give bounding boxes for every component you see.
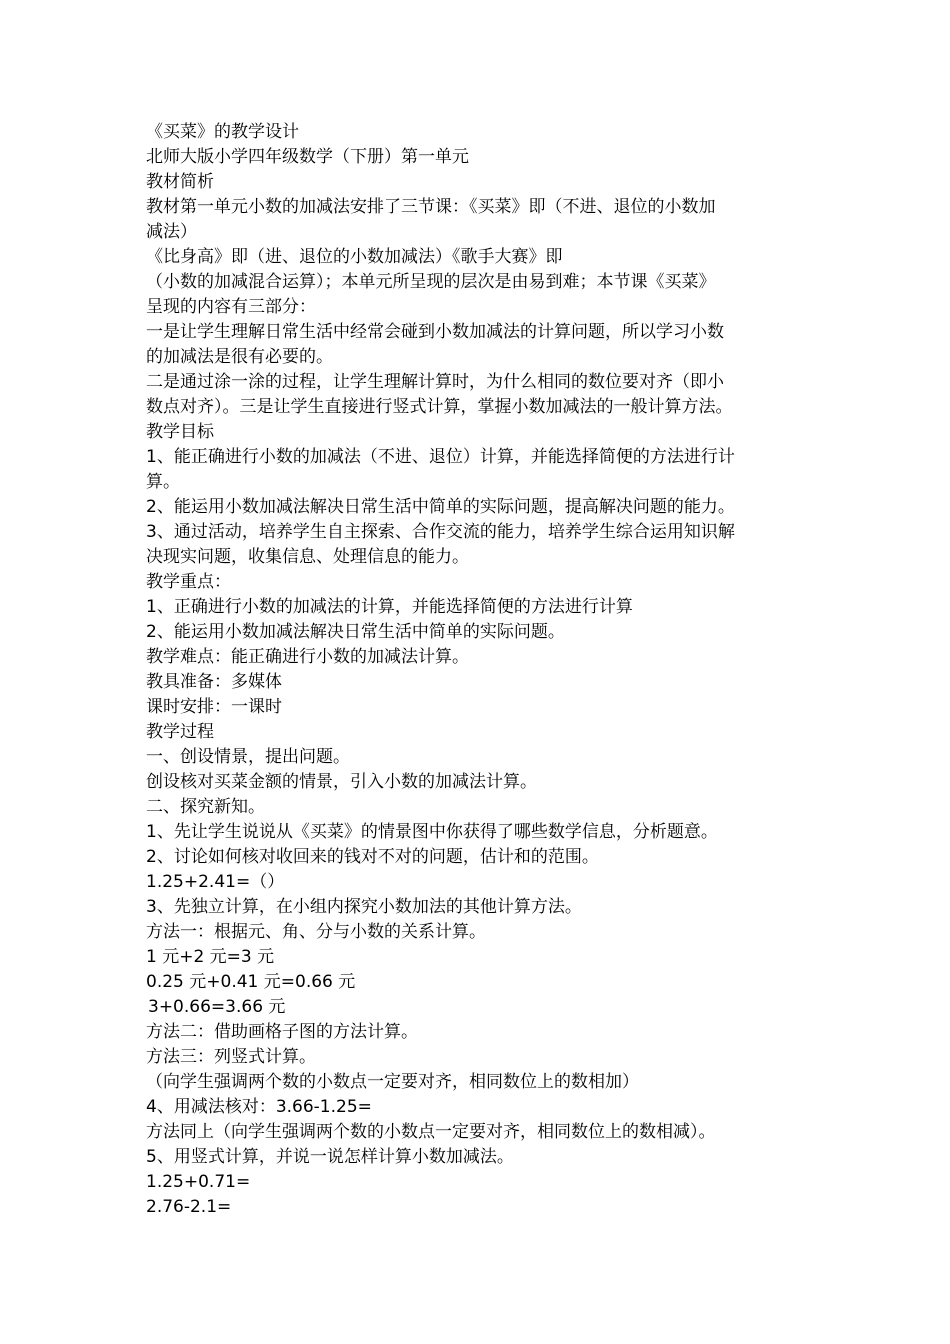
paragraph-line: 2、能运用小数加减法解决日常生活中简单的实际问题，提高解决问题的能力。 [146, 497, 735, 517]
paragraph-line: 二是通过涂一涂的过程，让学生理解计算时，为什么相同的数位要对齐（即小 [146, 372, 724, 392]
paragraph-line: （向学生强调两个数的小数点一定要对齐，相同数位上的数相加） [146, 1072, 639, 1092]
paragraph-line: 数点对齐）。三是让学生直接进行竖式计算，掌握小数加减法的一般计算方法。 [146, 397, 733, 417]
section-heading: 教学过程 [146, 722, 214, 742]
paragraph-line: 1、先让学生说说从《买菜》的情景图中你获得了哪些数学信息，分析题意。 [146, 822, 718, 842]
section-heading: 教学目标 [146, 422, 214, 442]
paragraph-line: 减法） [146, 222, 197, 242]
paragraph-line: 方法三：列竖式计算。 [146, 1047, 316, 1067]
paragraph-line: 1、正确进行小数的加减法的计算，并能选择简便的方法进行计算 [146, 597, 633, 617]
paragraph-line: 决现实问题，收集信息、处理信息的能力。 [146, 547, 469, 567]
paragraph-line: 1、能正确进行小数的加减法（不进、退位）计算，并能选择简便的方法进行计 [146, 447, 735, 467]
paragraph-line: 算。 [146, 472, 180, 492]
document-subtitle: 北师大版小学四年级数学（下册）第一单元 [146, 147, 469, 167]
paragraph-line: 3、通过活动，培养学生自主探索、合作交流的能力，培养学生综合运用知识解 [146, 522, 735, 542]
section-heading: 教学重点： [146, 572, 231, 592]
paragraph-line: 2、能运用小数加减法解决日常生活中简单的实际问题。 [146, 622, 565, 642]
math-expression: 1.25+0.71= [146, 1172, 251, 1192]
document-page [146, 120, 816, 1220]
math-expression: 0.25 元+0.41 元=0.66 元 [146, 972, 356, 992]
math-expression: 1 元+2 元=3 元 [146, 947, 275, 967]
paragraph-line: 方法二：借助画格子图的方法计算。 [146, 1022, 418, 1042]
paragraph-line: 2、讨论如何核对收回来的钱对不对的问题，估计和的范围。 [146, 847, 599, 867]
paragraph-line: 《比身高》即（进、退位的小数加减法）《歌手大赛》即 [146, 247, 563, 267]
document-title: 《买菜》的教学设计 [146, 122, 299, 142]
paragraph-line: 方法同上（向学生强调两个数的小数点一定要对齐，相同数位上的数相减）。 [146, 1122, 716, 1142]
paragraph-line: 一、创设情景，提出问题。 [146, 747, 350, 767]
math-expression: 1.25+2.41=（） [146, 872, 285, 892]
paragraph-line: 课时安排：一课时 [146, 697, 282, 717]
paragraph-line: 4、用减法核对：3.66-1.25= [146, 1097, 372, 1117]
paragraph-line: 呈现的内容有三部分： [146, 297, 316, 317]
section-heading: 教材简析 [146, 172, 214, 192]
paragraph-line: 方法一：根据元、角、分与小数的关系计算。 [146, 922, 486, 942]
paragraph-line: 一是让学生理解日常生活中经常会碰到小数加减法的计算问题，所以学习小数 [146, 322, 724, 342]
paragraph-line: 教具准备：多媒体 [146, 672, 282, 692]
paragraph-line: 3、先独立计算，在小组内探究小数加法的其他计算方法。 [146, 897, 582, 917]
paragraph-line: 二、探究新知。 [146, 797, 265, 817]
paragraph-line: 的加减法是很有必要的。 [146, 347, 333, 367]
paragraph-line: 创设核对买菜金额的情景，引入小数的加减法计算。 [146, 772, 537, 792]
paragraph-line: 教学难点：能正确进行小数的加减法计算。 [146, 647, 469, 667]
paragraph-line: （小数的加减混合运算）；本单元所呈现的层次是由易到难；本节课《买菜》 [146, 272, 716, 292]
math-expression: 3+0.66=3.66 元 [148, 997, 286, 1017]
paragraph-line: 教材第一单元小数的加减法安排了三节课：《买菜》即（不进、退位的小数加 [146, 197, 716, 217]
paragraph-line: 5、用竖式计算，并说一说怎样计算小数加减法。 [146, 1147, 514, 1167]
math-expression: 2.76-2.1= [146, 1197, 232, 1217]
